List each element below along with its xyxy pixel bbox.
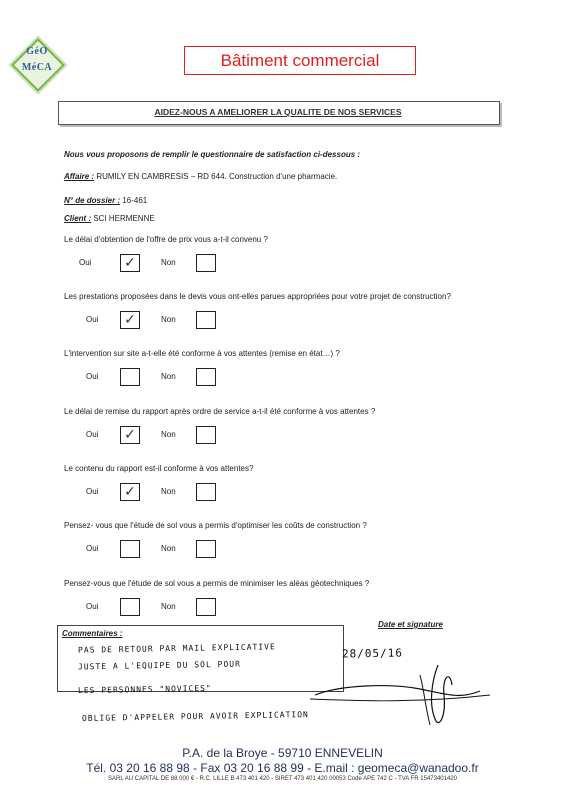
comments-label: Commentaires : xyxy=(62,629,123,638)
non-checkbox[interactable] xyxy=(196,311,216,329)
dossier-value: 16-461 xyxy=(122,196,148,205)
client-line xyxy=(64,214,155,223)
comment-line-2: JUSTE A L'EQUIPE DU SOL POUR xyxy=(77,659,241,672)
non-checkbox[interactable] xyxy=(196,540,216,558)
handwritten-signature xyxy=(300,655,500,735)
oui-checkbox[interactable] xyxy=(120,540,140,558)
question-text: Pensez- vous que l'étude de sol vous a permis d'optimiser les coûts de construction ? xyxy=(64,521,367,530)
non-label: Non xyxy=(161,315,176,324)
oui-checkbox[interactable] xyxy=(120,483,140,501)
oui-label: Oui xyxy=(86,315,99,324)
client-label: Client : xyxy=(64,214,92,223)
question-text: Les prestations proposées dans le devis vous ont-elles parues appropriées pour votre projet de construction? xyxy=(64,292,451,301)
affaire-label: Affaire : xyxy=(64,172,95,181)
oui-checkbox[interactable] xyxy=(120,311,140,329)
non-checkbox[interactable] xyxy=(196,426,216,444)
oui-label: Oui xyxy=(79,258,92,267)
oui-label: Oui xyxy=(86,372,99,381)
footer-address: P.A. de la Broye - 59710 ENNEVELIN xyxy=(182,746,383,760)
non-label: Non xyxy=(161,544,176,553)
non-label: Non xyxy=(161,372,176,381)
oui-checkbox[interactable] xyxy=(120,598,140,616)
affaire-value: RUMILY EN CAMBRESIS – RD 644. Construction d'une pharmacie. xyxy=(96,172,338,181)
footer-legal: SARL AU CAPITAL DE 88 000 € - R.C. LILLE B 473 401 420 - SIRET 473 401 420 00053 Code APE 742 C - TVA FR 15473401420 xyxy=(108,776,457,782)
question-text: L'intervention sur site a-t-elle été conforme à vos attentes (remise en état…) ? xyxy=(64,349,340,358)
non-label: Non xyxy=(161,602,176,611)
non-label: Non xyxy=(161,487,176,496)
oui-label: Oui xyxy=(86,544,99,553)
non-checkbox[interactable] xyxy=(196,598,216,616)
comment-line-4: OBLIGE D'APPELER POUR AVOIR EXPLICATION xyxy=(81,710,309,723)
logo-line-2: MéCA xyxy=(21,62,53,73)
oui-checkbox[interactable] xyxy=(120,368,140,386)
non-checkbox[interactable] xyxy=(196,483,216,501)
intro-text: Nous vous proposons de remplir le questionnaire de satisfaction ci-dessous : xyxy=(64,150,361,159)
non-label: Non xyxy=(161,430,176,439)
oui-label: Oui xyxy=(86,487,99,496)
comment-line-3: LES PERSONNES "NOVICES" xyxy=(77,683,212,696)
check-mark-icon: ✓ xyxy=(124,484,136,500)
document-title: Bâtiment commercial xyxy=(184,46,416,75)
oui-checkbox[interactable] xyxy=(120,426,140,444)
non-checkbox[interactable] xyxy=(196,368,216,386)
check-mark-icon: ✓ xyxy=(124,255,136,271)
client-value: SCI HERMENNE xyxy=(93,214,155,223)
check-mark-icon: ✓ xyxy=(124,312,136,328)
oui-label: Oui xyxy=(86,430,99,439)
company-logo xyxy=(12,47,62,73)
check-mark-icon: ✓ xyxy=(124,427,136,443)
non-checkbox[interactable] xyxy=(196,254,216,272)
footer-contact: Tél. 03 20 16 88 98 - Fax 03 20 16 88 99 - E.mail : geomeca@wanadoo.fr xyxy=(86,761,479,775)
affaire-line xyxy=(64,172,337,181)
logo-line-1: GéO xyxy=(26,46,48,57)
dossier-label: N° de dossier : xyxy=(64,196,121,205)
question-text: Pensez-vous que l'étude de sol vous a permis de minimiser les aléas géotechniques ? xyxy=(64,579,370,588)
question-text: Le délai de remise du rapport après ordre de service a-t-il été conforme à vos attentes ? xyxy=(64,407,376,416)
oui-label: Oui xyxy=(86,602,99,611)
question-text: Le contenu du rapport est-il conforme à vos attentes? xyxy=(64,464,254,473)
non-label: Non xyxy=(161,258,176,267)
question-text: Le délai d'obtention de l'offre de prix vous a-t-il convenu ? xyxy=(64,235,268,244)
oui-checkbox[interactable] xyxy=(120,254,140,272)
survey-banner-title: AIDEZ-NOUS A AMELIORER LA QUALITE DE NOS SERVICES xyxy=(154,107,402,117)
dossier-line xyxy=(64,196,147,205)
comment-line-1: PAS DE RETOUR PAR MAIL EXPLICATIVE xyxy=(77,642,276,655)
signature-date: 28/05/16 xyxy=(341,646,404,661)
date-signature-label: Date et signature xyxy=(378,620,443,629)
